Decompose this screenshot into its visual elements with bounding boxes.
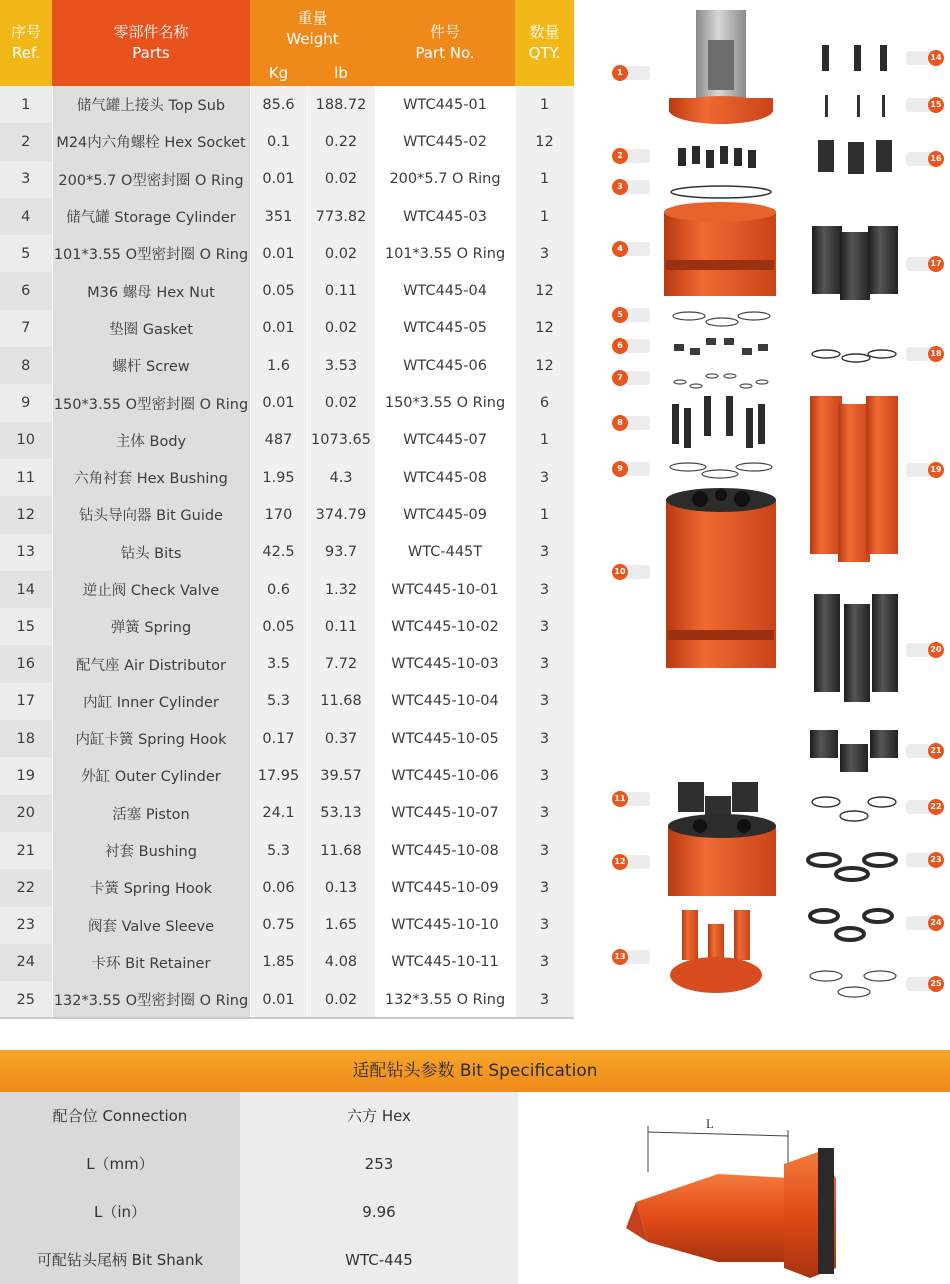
part-o-rings-101 bbox=[673, 312, 770, 326]
cell-ref: 17 bbox=[0, 683, 52, 720]
table-row bbox=[0, 161, 574, 198]
cell-qty: 3 bbox=[515, 869, 574, 906]
table-row bbox=[0, 832, 574, 869]
callout-number: 23 bbox=[928, 852, 944, 868]
part-spring-hooks bbox=[812, 797, 896, 821]
callout-number: 11 bbox=[612, 791, 628, 807]
cell-weight-kg: 0.1 bbox=[250, 123, 307, 160]
cell-weight-lb: 0.02 bbox=[307, 310, 375, 347]
callout-number: 22 bbox=[928, 799, 944, 815]
callout-number: 20 bbox=[928, 642, 944, 658]
cell-qty: 1 bbox=[515, 198, 574, 235]
spec-key: 配合位 Connection bbox=[0, 1092, 240, 1140]
cell-ref: 2 bbox=[0, 123, 52, 160]
header-ref bbox=[0, 0, 52, 86]
cell-weight-kg: 0.05 bbox=[250, 272, 307, 309]
cell-qty: 1 bbox=[515, 422, 574, 459]
table-row bbox=[0, 683, 574, 720]
table-row bbox=[0, 534, 574, 571]
cell-part-name: 外缸 Outer Cylinder bbox=[52, 757, 250, 794]
header-qty-cn: 数量 bbox=[529, 23, 560, 41]
cell-qty: 1 bbox=[515, 161, 574, 198]
table-row bbox=[0, 384, 574, 421]
part-screws bbox=[672, 396, 765, 448]
cell-part-name: 钻头导向器 Bit Guide bbox=[52, 496, 250, 533]
cell-ref: 16 bbox=[0, 645, 52, 682]
cell-weight-lb: 3.53 bbox=[307, 347, 375, 384]
callout-badge bbox=[612, 370, 656, 386]
cell-part-name: 卡环 Bit Retainer bbox=[52, 944, 250, 981]
part-check-valves bbox=[822, 45, 887, 71]
cell-part-no: WTC445-10-05 bbox=[375, 720, 515, 757]
callout-number: 15 bbox=[928, 97, 944, 113]
cell-part-no: WTC445-06 bbox=[375, 347, 515, 384]
cell-part-no: WTC445-10-11 bbox=[375, 944, 515, 981]
table-bottom-rule bbox=[0, 1017, 574, 1019]
callout-badge bbox=[906, 642, 950, 658]
cell-ref: 15 bbox=[0, 608, 52, 645]
cell-weight-kg: 0.01 bbox=[250, 235, 307, 272]
spec-title: 适配钻头参数 Bit Specification bbox=[0, 1050, 950, 1092]
parts-table bbox=[0, 0, 575, 1018]
callout-badge bbox=[612, 179, 656, 195]
cell-weight-lb: 0.22 bbox=[307, 123, 375, 160]
callout-number: 13 bbox=[612, 949, 628, 965]
cell-part-no: WTC445-02 bbox=[375, 123, 515, 160]
table-row bbox=[0, 608, 574, 645]
cell-qty: 3 bbox=[515, 235, 574, 272]
header-partno bbox=[375, 0, 515, 86]
cell-part-name: 主体 Body bbox=[52, 422, 250, 459]
callout-number: 6 bbox=[612, 338, 628, 354]
table-row bbox=[0, 272, 574, 309]
cell-part-no: 150*3.55 O Ring bbox=[375, 384, 515, 421]
part-o-rings-150 bbox=[670, 463, 772, 478]
cell-ref: 10 bbox=[0, 422, 52, 459]
cell-ref: 22 bbox=[0, 869, 52, 906]
cell-part-name: 衬套 Bushing bbox=[52, 832, 250, 869]
cell-weight-kg: 0.01 bbox=[250, 384, 307, 421]
cell-weight-kg: 85.6 bbox=[250, 86, 307, 123]
cell-part-name: 阀套 Valve Sleeve bbox=[52, 907, 250, 944]
cell-weight-kg: 0.75 bbox=[250, 907, 307, 944]
callout-number: 9 bbox=[612, 461, 628, 477]
cell-weight-kg: 0.01 bbox=[250, 161, 307, 198]
cell-ref: 25 bbox=[0, 981, 52, 1018]
callout-badge bbox=[612, 241, 656, 257]
table-row bbox=[0, 757, 574, 794]
cell-qty: 12 bbox=[515, 310, 574, 347]
callout-number: 4 bbox=[612, 241, 628, 257]
cell-part-no: 132*3.55 O Ring bbox=[375, 981, 515, 1018]
callout-number: 12 bbox=[612, 854, 628, 870]
cell-part-no: WTC-445T bbox=[375, 534, 515, 571]
cell-part-name: 六角衬套 Hex Bushing bbox=[52, 459, 250, 496]
table-row bbox=[0, 422, 574, 459]
cell-qty: 3 bbox=[515, 757, 574, 794]
cell-weight-lb: 0.11 bbox=[307, 272, 375, 309]
cell-weight-lb: 0.02 bbox=[307, 981, 375, 1018]
cell-qty: 3 bbox=[515, 608, 574, 645]
cell-weight-lb: 1.32 bbox=[307, 571, 375, 608]
cell-ref: 12 bbox=[0, 496, 52, 533]
cell-qty: 3 bbox=[515, 944, 574, 981]
cell-part-name: 储气罐 Storage Cylinder bbox=[52, 198, 250, 235]
cell-qty: 3 bbox=[515, 907, 574, 944]
callout-badge bbox=[612, 791, 656, 807]
cell-part-name: M36 螺母 Hex Nut bbox=[52, 272, 250, 309]
spec-key: 可配钻头尾柄 Bit Shank bbox=[0, 1236, 240, 1284]
cell-ref: 11 bbox=[0, 459, 52, 496]
cell-ref: 13 bbox=[0, 534, 52, 571]
cell-part-no: 101*3.55 O Ring bbox=[375, 235, 515, 272]
header-qty-en: QTY. bbox=[528, 44, 561, 62]
callout-badge bbox=[906, 50, 950, 66]
spec-value: WTC-445 bbox=[240, 1236, 518, 1284]
cell-weight-kg: 0.05 bbox=[250, 608, 307, 645]
cell-part-no: WTC445-10-04 bbox=[375, 683, 515, 720]
cell-qty: 3 bbox=[515, 981, 574, 1018]
cell-weight-kg: 5.3 bbox=[250, 832, 307, 869]
cell-part-name: 活塞 Piston bbox=[52, 795, 250, 832]
callout-number: 2 bbox=[612, 148, 628, 164]
cell-weight-lb: 4.08 bbox=[307, 944, 375, 981]
callout-badge bbox=[612, 854, 656, 870]
callout-badge bbox=[906, 462, 950, 478]
cell-part-name: 内缸 Inner Cylinder bbox=[52, 683, 250, 720]
header-parts bbox=[52, 0, 250, 86]
cell-part-no: WTC445-10-03 bbox=[375, 645, 515, 682]
table-row bbox=[0, 981, 574, 1018]
callout-badge bbox=[906, 151, 950, 167]
cell-part-no: WTC445-07 bbox=[375, 422, 515, 459]
cell-weight-lb: 1.65 bbox=[307, 907, 375, 944]
bit-illustration bbox=[518, 1092, 950, 1284]
bit-specification bbox=[0, 1050, 950, 1284]
callout-badge bbox=[906, 915, 950, 931]
cell-ref: 23 bbox=[0, 907, 52, 944]
callout-badge bbox=[906, 852, 950, 868]
cell-weight-kg: 24.1 bbox=[250, 795, 307, 832]
table-row bbox=[0, 235, 574, 272]
callout-badge bbox=[906, 799, 950, 815]
cell-part-name: 配气座 Air Distributor bbox=[52, 645, 250, 682]
spec-row bbox=[0, 1092, 518, 1140]
cell-weight-lb: 11.68 bbox=[307, 683, 375, 720]
bit-drawing bbox=[518, 1092, 950, 1284]
callout-badge bbox=[612, 65, 656, 81]
cell-part-name: 螺杆 Screw bbox=[52, 347, 250, 384]
part-bushings bbox=[810, 730, 898, 772]
table-row bbox=[0, 907, 574, 944]
table-row bbox=[0, 496, 574, 533]
cell-part-no: WTC445-10-07 bbox=[375, 795, 515, 832]
callout-number: 16 bbox=[928, 151, 944, 167]
cell-ref: 4 bbox=[0, 198, 52, 235]
callout-number: 24 bbox=[928, 915, 944, 931]
cell-weight-lb: 374.79 bbox=[307, 496, 375, 533]
cell-qty: 3 bbox=[515, 534, 574, 571]
cell-weight-kg: 0.6 bbox=[250, 571, 307, 608]
part-air-distributors bbox=[818, 140, 892, 174]
part-top-sub bbox=[669, 10, 773, 124]
cell-part-no: WTC445-10-01 bbox=[375, 571, 515, 608]
cell-part-no: WTC445-09 bbox=[375, 496, 515, 533]
header-unit-kg: Kg bbox=[250, 60, 307, 86]
cell-weight-kg: 1.6 bbox=[250, 347, 307, 384]
cell-qty: 3 bbox=[515, 571, 574, 608]
part-o-rings-132 bbox=[810, 971, 896, 997]
spec-row bbox=[0, 1236, 518, 1284]
callout-number: 10 bbox=[612, 564, 628, 580]
cell-weight-lb: 0.11 bbox=[307, 608, 375, 645]
cell-ref: 19 bbox=[0, 757, 52, 794]
cell-weight-kg: 351 bbox=[250, 198, 307, 235]
cell-weight-kg: 170 bbox=[250, 496, 307, 533]
header-weight-cn: 重量 bbox=[297, 9, 328, 27]
spec-row bbox=[0, 1140, 518, 1188]
cell-part-name: 101*3.55 O型密封圈 O Ring bbox=[52, 235, 250, 272]
cell-part-no: WTC445-10-02 bbox=[375, 608, 515, 645]
cell-ref: 18 bbox=[0, 720, 52, 757]
cell-part-no: 200*5.7 O Ring bbox=[375, 161, 515, 198]
cell-qty: 1 bbox=[515, 86, 574, 123]
cell-part-no: WTC445-04 bbox=[375, 272, 515, 309]
cell-part-name: 132*3.55 O型密封圈 O Ring bbox=[52, 981, 250, 1018]
cell-ref: 20 bbox=[0, 795, 52, 832]
part-valve-sleeves bbox=[808, 854, 896, 880]
table-row bbox=[0, 720, 574, 757]
part-hex-nuts bbox=[674, 338, 768, 355]
cell-part-name: 弹簧 Spring bbox=[52, 608, 250, 645]
callout-number: 21 bbox=[928, 743, 944, 759]
table-row bbox=[0, 198, 574, 235]
cell-weight-kg: 17.95 bbox=[250, 757, 307, 794]
spec-value: 六方 Hex bbox=[240, 1092, 518, 1140]
callout-number: 8 bbox=[612, 415, 628, 431]
callout-badge bbox=[612, 148, 656, 164]
cell-qty: 3 bbox=[515, 795, 574, 832]
cell-ref: 24 bbox=[0, 944, 52, 981]
table-row bbox=[0, 310, 574, 347]
cell-qty: 12 bbox=[515, 272, 574, 309]
cell-weight-kg: 0.17 bbox=[250, 720, 307, 757]
cell-weight-lb: 188.72 bbox=[307, 86, 375, 123]
part-inner-cylinders bbox=[812, 226, 898, 300]
header-parts-cn: 零部件名称 bbox=[113, 23, 189, 41]
callout-number: 14 bbox=[928, 50, 944, 66]
table-row bbox=[0, 347, 574, 384]
cell-weight-lb: 1073.65 bbox=[307, 422, 375, 459]
cell-part-name: 逆止阀 Check Valve bbox=[52, 571, 250, 608]
part-bit-guide bbox=[668, 814, 776, 896]
header-weight-en: Weight bbox=[286, 30, 339, 48]
table-row bbox=[0, 795, 574, 832]
callout-number: 1 bbox=[612, 65, 628, 81]
cell-weight-kg: 487 bbox=[250, 422, 307, 459]
callout-badge bbox=[906, 346, 950, 362]
cell-part-name: 垫圈 Gasket bbox=[52, 310, 250, 347]
header-parts-en: Parts bbox=[132, 44, 170, 62]
header-partno-en: Part No. bbox=[415, 44, 475, 62]
cell-part-name: 卡簧 Spring Hook bbox=[52, 869, 250, 906]
table-row bbox=[0, 86, 574, 123]
cell-weight-lb: 7.72 bbox=[307, 645, 375, 682]
cell-part-no: WTC445-10-09 bbox=[375, 869, 515, 906]
callout-badge bbox=[612, 415, 656, 431]
cell-weight-lb: 0.37 bbox=[307, 720, 375, 757]
header-qty bbox=[515, 0, 574, 86]
part-outer-cylinders bbox=[810, 396, 898, 562]
callout-badge bbox=[612, 338, 656, 354]
part-o-ring-200 bbox=[671, 186, 771, 198]
header-unit-lb: lb bbox=[307, 60, 375, 86]
cell-part-no: WTC445-08 bbox=[375, 459, 515, 496]
part-bit-retainers bbox=[810, 910, 892, 940]
table-row bbox=[0, 645, 574, 682]
callout-badge bbox=[906, 256, 950, 272]
part-storage-cylinder bbox=[664, 202, 776, 296]
cell-part-no: WTC445-10-06 bbox=[375, 757, 515, 794]
cell-ref: 14 bbox=[0, 571, 52, 608]
cell-weight-lb: 39.57 bbox=[307, 757, 375, 794]
cell-qty: 3 bbox=[515, 683, 574, 720]
header-partno-cn: 件号 bbox=[430, 23, 461, 41]
cell-weight-lb: 773.82 bbox=[307, 198, 375, 235]
cell-weight-kg: 1.95 bbox=[250, 459, 307, 496]
callout-badge bbox=[906, 97, 950, 113]
cell-ref: 3 bbox=[0, 161, 52, 198]
cell-weight-kg: 0.01 bbox=[250, 310, 307, 347]
callout-number: 19 bbox=[928, 462, 944, 478]
table-row bbox=[0, 944, 574, 981]
cell-ref: 8 bbox=[0, 347, 52, 384]
callout-number: 7 bbox=[612, 370, 628, 386]
part-gaskets bbox=[674, 374, 768, 388]
cell-qty: 3 bbox=[515, 720, 574, 757]
cell-qty: 12 bbox=[515, 347, 574, 384]
callout-number: 3 bbox=[612, 179, 628, 195]
cell-weight-lb: 0.02 bbox=[307, 384, 375, 421]
cell-qty: 3 bbox=[515, 645, 574, 682]
cell-weight-kg: 5.3 bbox=[250, 683, 307, 720]
part-pistons bbox=[814, 594, 898, 702]
cell-part-no: WTC445-05 bbox=[375, 310, 515, 347]
cell-qty: 1 bbox=[515, 496, 574, 533]
exploded-diagram bbox=[574, 0, 950, 1030]
cell-ref: 1 bbox=[0, 86, 52, 123]
callout-number: 18 bbox=[928, 346, 944, 362]
callout-number: 17 bbox=[928, 256, 944, 272]
cell-weight-lb: 0.02 bbox=[307, 161, 375, 198]
part-springs bbox=[825, 95, 885, 117]
callout-number: 5 bbox=[612, 307, 628, 323]
cell-weight-lb: 0.02 bbox=[307, 235, 375, 272]
table-row bbox=[0, 459, 574, 496]
cell-ref: 21 bbox=[0, 832, 52, 869]
callout-badge bbox=[906, 976, 950, 992]
cell-part-name: 钻头 Bits bbox=[52, 534, 250, 571]
spec-row bbox=[0, 1188, 518, 1236]
callout-badge bbox=[906, 743, 950, 759]
part-hex-socket-bolts bbox=[678, 146, 756, 168]
cell-weight-kg: 3.5 bbox=[250, 645, 307, 682]
spec-value: 253 bbox=[240, 1140, 518, 1188]
part-body bbox=[666, 488, 776, 668]
callout-number: 25 bbox=[928, 976, 944, 992]
cell-ref: 9 bbox=[0, 384, 52, 421]
cell-weight-lb: 4.3 bbox=[307, 459, 375, 496]
cell-weight-kg: 42.5 bbox=[250, 534, 307, 571]
spec-key: L（mm） bbox=[0, 1140, 240, 1188]
cell-weight-kg: 1.85 bbox=[250, 944, 307, 981]
cell-part-no: WTC445-10-08 bbox=[375, 832, 515, 869]
cell-part-name: 150*3.55 O型密封圈 O Ring bbox=[52, 384, 250, 421]
cell-weight-lb: 53.13 bbox=[307, 795, 375, 832]
cell-part-name: 200*5.7 O型密封圈 O Ring bbox=[52, 161, 250, 198]
cell-part-name: M24内六角螺栓 Hex Socket bbox=[52, 123, 250, 160]
cell-qty: 3 bbox=[515, 459, 574, 496]
cell-weight-kg: 0.01 bbox=[250, 981, 307, 1018]
cell-weight-kg: 0.06 bbox=[250, 869, 307, 906]
callout-badge bbox=[612, 461, 656, 477]
table-row bbox=[0, 869, 574, 906]
cell-qty: 12 bbox=[515, 123, 574, 160]
cell-part-no: WTC445-03 bbox=[375, 198, 515, 235]
cell-weight-lb: 93.7 bbox=[307, 534, 375, 571]
dimension-label: L bbox=[706, 1116, 714, 1131]
cell-qty: 6 bbox=[515, 384, 574, 421]
cell-ref: 7 bbox=[0, 310, 52, 347]
callout-badge bbox=[612, 564, 656, 580]
cell-part-name: 储气罐上接头 Top Sub bbox=[52, 86, 250, 123]
header-ref-cn: 序号 bbox=[10, 23, 41, 41]
cell-ref: 6 bbox=[0, 272, 52, 309]
cell-qty: 3 bbox=[515, 832, 574, 869]
cell-part-name: 内缸卡簧 Spring Hook bbox=[52, 720, 250, 757]
header-ref-en: Ref. bbox=[12, 44, 40, 62]
spec-key: L（in） bbox=[0, 1188, 240, 1236]
callout-badge bbox=[612, 307, 656, 323]
table-row bbox=[0, 123, 574, 160]
callout-badge bbox=[612, 949, 656, 965]
cell-weight-lb: 0.13 bbox=[307, 869, 375, 906]
cell-ref: 5 bbox=[0, 235, 52, 272]
part-inner-spring-hooks bbox=[812, 350, 896, 362]
cell-part-no: WTC445-10-10 bbox=[375, 907, 515, 944]
spec-value: 9.96 bbox=[240, 1188, 518, 1236]
cell-part-no: WTC445-01 bbox=[375, 86, 515, 123]
table-row bbox=[0, 571, 574, 608]
cell-weight-lb: 11.68 bbox=[307, 832, 375, 869]
header-weight bbox=[250, 0, 375, 60]
part-bits bbox=[670, 910, 762, 993]
